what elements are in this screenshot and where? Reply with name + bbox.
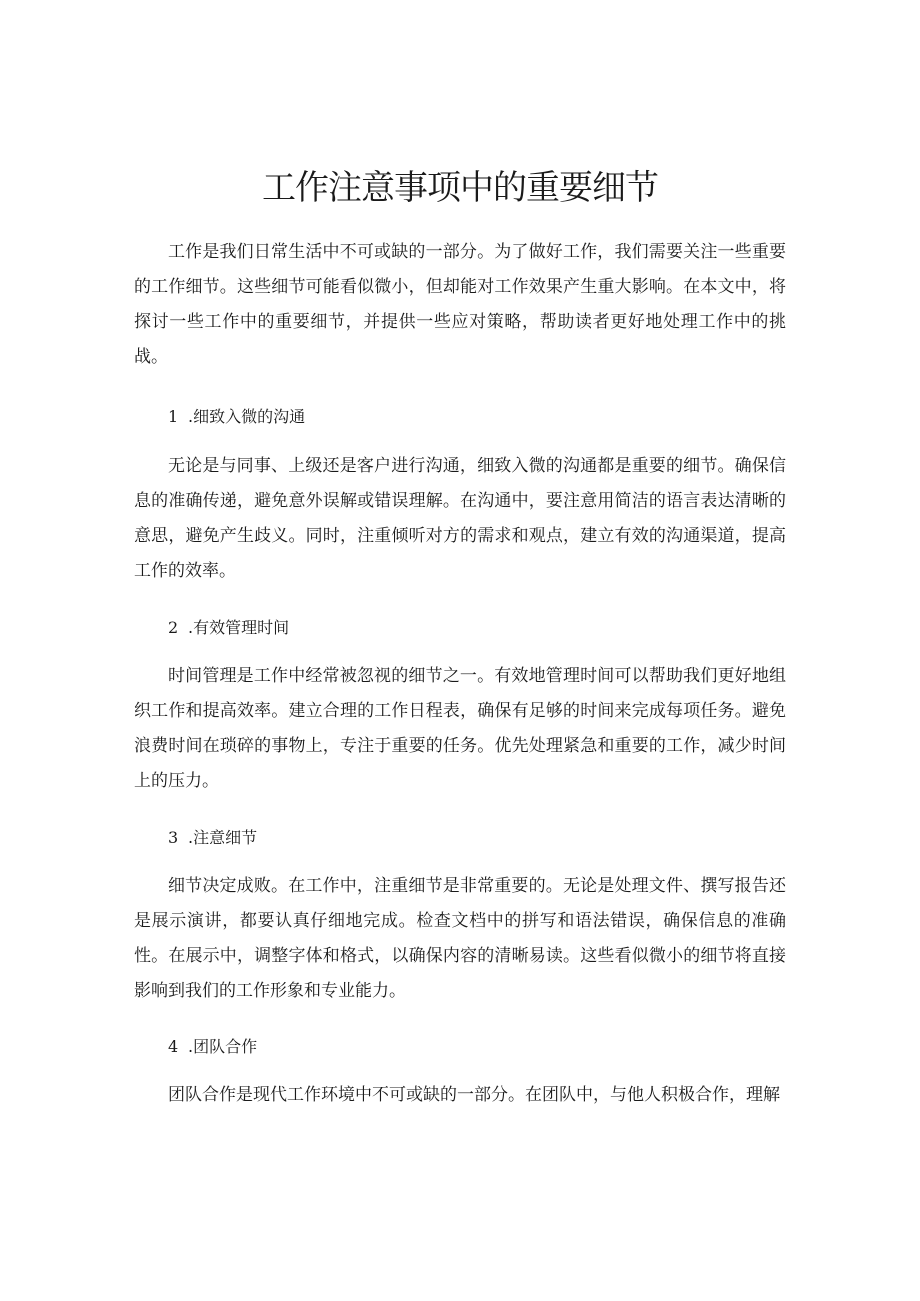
section-heading	[168, 824, 257, 852]
section-body: 细节决定成败。在工作中，注重细节是非常重要的。无论是处理文件、撰写报告还是展示演讲，都要认真仔细地完成。检查文档中的拼写和语法错误，确保信息的准确性。在展示中，调整字体和格式，以确保内容的清晰易读。这些看似微小的细节将直接影响到我们的工作形象和专业能力。	[134, 876, 786, 1001]
section-heading	[168, 403, 305, 431]
section-number: 2	[168, 618, 179, 637]
section-number: 1	[168, 407, 179, 426]
section-number: 4	[168, 1037, 179, 1056]
section-number: 3	[168, 828, 179, 847]
section-heading-text: .有效管理时间	[188, 618, 290, 637]
section-heading	[168, 1033, 257, 1061]
section-heading-text: .细致入微的沟通	[188, 407, 306, 426]
intro-paragraph: 工作是我们日常生活中不可或缺的一部分。为了做好工作，我们需要关注一些重要的工作细节。这些细节可能看似微小，但却能对工作效果产生重大影响。在本文中，将探讨一些工作中的重要细节，并提供一些应对策略，帮助读者更好地处理工作中的挑战。	[134, 242, 786, 367]
section-body: 无论是与同事、上级还是客户进行沟通，细致入微的沟通都是重要的细节。确保信息的准确传递，避免意外误解或错误理解。在沟通中，要注意用简洁的语言表达清晰的意思，避免产生歧义。同时，注重倾听对方的需求和观点，建立有效的沟通渠道，提高工作的效率。	[134, 456, 786, 581]
section-heading	[168, 614, 289, 642]
section-heading-text: .团队合作	[188, 1037, 258, 1056]
section-heading-text: .注意细节	[188, 828, 258, 847]
section-body: 团队合作是现代工作环境中不可或缺的一部分。在团队中，与他人积极合作，理解	[168, 1085, 780, 1105]
document-title: 工作注意事项中的重要细节	[262, 168, 658, 208]
section-body: 时间管理是工作中经常被忽视的细节之一。有效地管理时间可以帮助我们更好地组织工作和提高效率。建立合理的工作日程表，确保有足够的时间来完成每项任务。避免浪费时间在琐碎的事物上，专注于重要的任务。优先处理紧急和重要的工作，减少时间上的压力。	[134, 666, 786, 791]
